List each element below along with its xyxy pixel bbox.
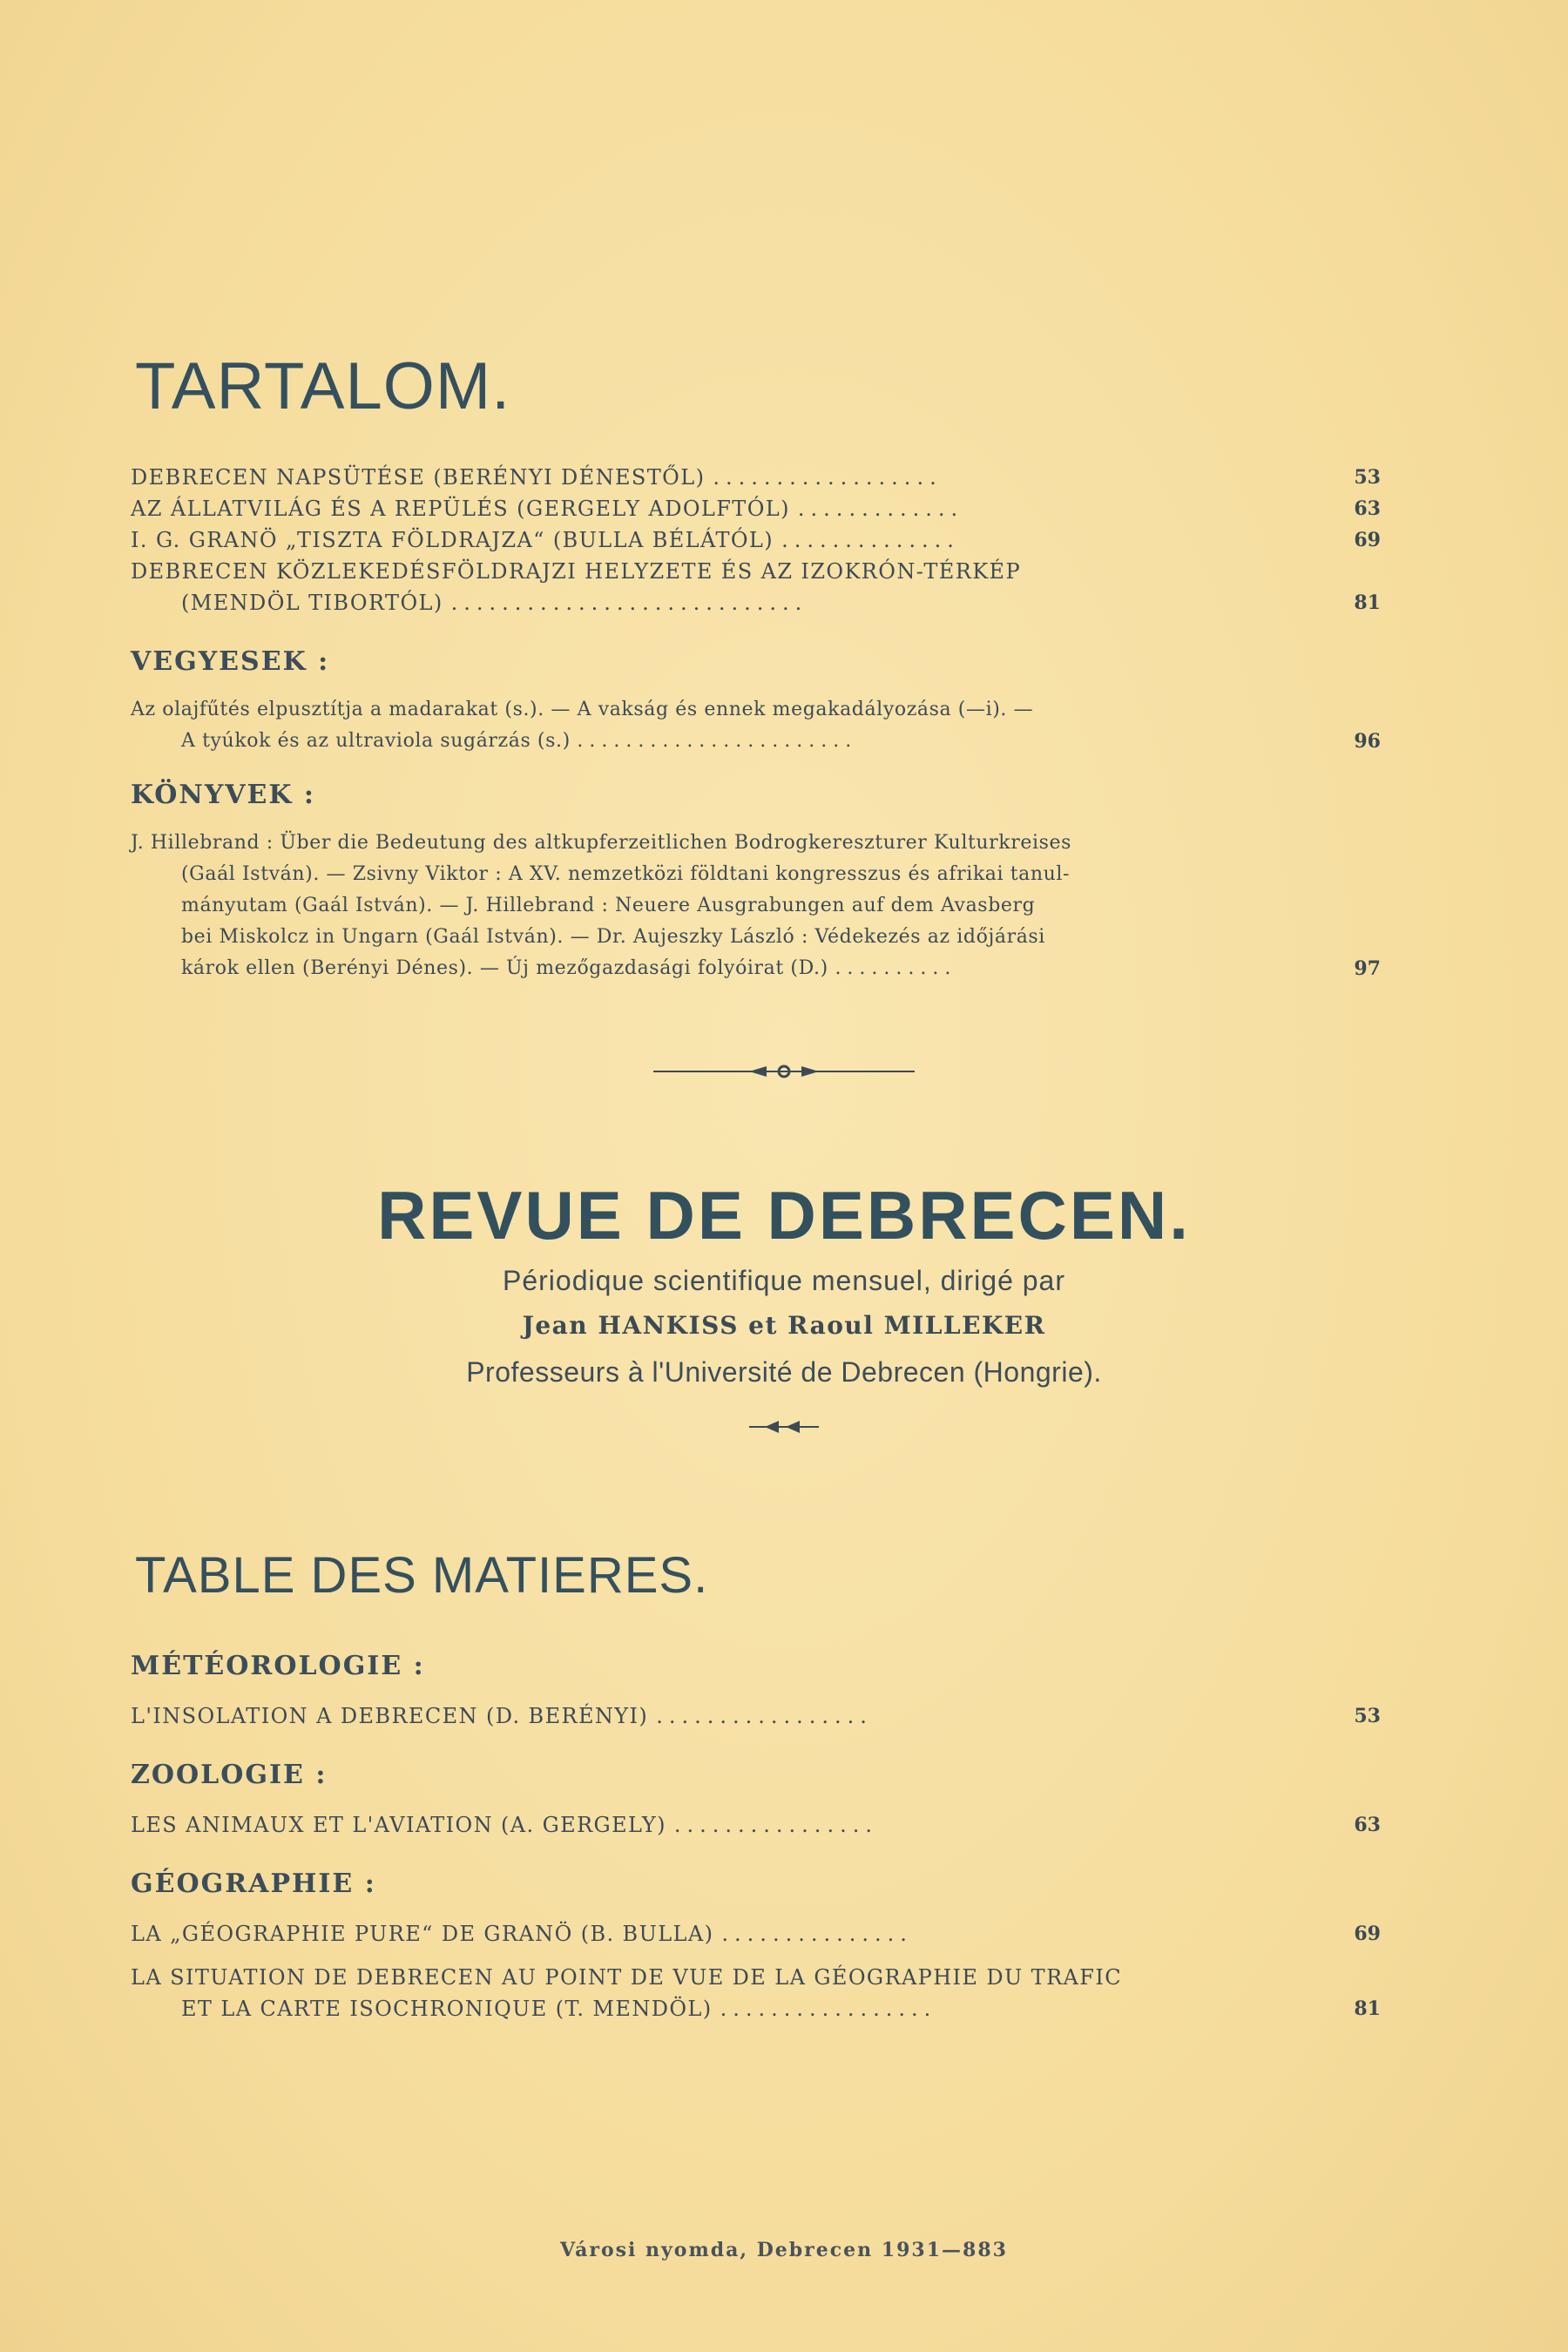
entry-text-cont: bei Miskolcz in Ungarn (Gaál István). — Dr. Aujeszky László : Védekezés az időjárási [181,926,1045,948]
page-number: 96 [1354,730,1381,753]
toc-entry [131,1700,1381,1732]
section-label-vegyesek: VEGYESEK : [131,646,330,677]
entry-text-cont: (Gaál István). — Zsivny Viktor : A XV. nemzetközi földtani kongresszus és afrikai tanul- [181,863,1071,885]
contents-heading: TARTALOM. [135,349,511,423]
hungarian-contents-list [131,462,1381,984]
leader-dots: ............... [721,1922,913,1946]
toc-entry [131,694,1381,757]
leader-dots: ............. [797,497,964,521]
leader-dots: ............................ [450,591,808,615]
entry-title: I. G. GRANÖ „TISZTA FÖLDRAJZA“ (BULLA BÉLÁTÓL) [131,528,774,552]
toc-entry [131,1962,1381,2024]
entry-text-cont: A tyúkok és az ultraviola sugárzás (s.) [181,730,571,752]
leader-dots: .............. [781,528,960,552]
section-label-geographie: GÉOGRAPHIE : [131,1869,376,1899]
section-label-meteorologie: MÉTÉOROLOGIE : [131,1651,425,1681]
entry-text-cont: mányutam (Gaál István). — J. Hillebrand : Neuere Ausgrabungen auf dem Avasberg [181,895,1036,916]
leader-dots: .................. [713,465,943,490]
leader-dots: ................. [720,1997,937,2021]
journal-subtitle: Périodique scientifique mensuel, dirigé par [502,1265,1065,1296]
section-label-konyvek: KÖNYVEK : [131,780,315,810]
printer-imprint: Városi nyomda, Debrecen 1931—883 [560,2239,1008,2261]
page-number: 63 [1354,1814,1381,1836]
journal-title: REVUE DE DEBRECEN. [377,1177,1191,1254]
page-number: 81 [1354,591,1381,614]
page-number: 81 [1354,1997,1381,2020]
ornament-small [0,1418,1568,1439]
toc-entry [131,462,1381,493]
leader-dots: ................ [673,1813,878,1837]
toc-entry [131,493,1381,524]
ornament-divider [0,1061,1568,1085]
ornament-icon [732,1418,836,1436]
section-label-zoologie: ZOOLOGIE : [131,1760,328,1790]
journal-affiliation: Professeurs à l'Université de Debrecen (Hongrie). [466,1356,1102,1388]
entry-title-cont: ET LA CARTE ISOCHRONIQUE (T. MENDÖL) [181,1997,713,2021]
leader-dots: ....................... [577,730,858,752]
journal-editors: Jean HANKISS et Raoul MILLEKER [522,1311,1046,1340]
entry-title: L'INSOLATION A DEBRECEN (D. BERÉNYI) [131,1704,649,1728]
table-heading: TABLE DES MATIERES. [135,1547,709,1604]
entry-title: LES ANIMAUX ET L'AVIATION (A. GERGELY) [131,1813,666,1837]
french-contents-list [131,1651,1381,2024]
toc-entry [131,556,1381,618]
entry-title: DEBRECEN NAPSÜTÉSE (BERÉNYI DÉNESTŐL) [131,465,706,490]
page-number: 53 [1354,466,1381,489]
entry-title: LA „GÉOGRAPHIE PURE“ DE GRANÖ (B. BULLA) [131,1922,714,1946]
page-number: 63 [1354,497,1381,520]
page-number: 69 [1354,529,1381,551]
toc-entry [131,828,1381,984]
entry-text: Az olajfűtés elpusztítja a madarakat (s.). — A vakság és ennek megakadályozása (—i). — [131,699,1034,720]
page-number: 53 [1354,1705,1381,1727]
entry-title: AZ ÁLLATVILÁG ÉS A REPÜLÉS (GERGELY ADOLFTÓL) [131,497,790,521]
leader-dots: ................. [656,1704,873,1728]
entry-text: J. Hillebrand : Über die Bedeutung des altkupferzeitlichen Bodrogkereszturer Kulturkreises [131,832,1071,854]
page-number: 69 [1354,1923,1381,1945]
page-number: 97 [1354,957,1381,980]
entry-title: LA SITUATION DE DEBRECEN AU POINT DE VUE DE LA GÉOGRAPHIE DU TRAFIC [131,1965,1122,1990]
leader-dots: .......... [835,957,957,979]
entry-title-cont: (MENDÖL TIBORTÓL) [181,591,443,615]
entry-title: DEBRECEN KÖZLEKEDÉSFÖLDRAJZI HELYZETE ÉS AZ IZOKRÓN-TÉRKÉP [131,559,1021,584]
toc-entry [131,1809,1381,1841]
entry-text-cont: károk ellen (Berényi Dénes). — Új mezőgazdasági folyóirat (D.) [181,957,828,979]
ornament-icon [645,1061,923,1082]
toc-entry [131,1918,1381,1950]
toc-entry [131,524,1381,556]
